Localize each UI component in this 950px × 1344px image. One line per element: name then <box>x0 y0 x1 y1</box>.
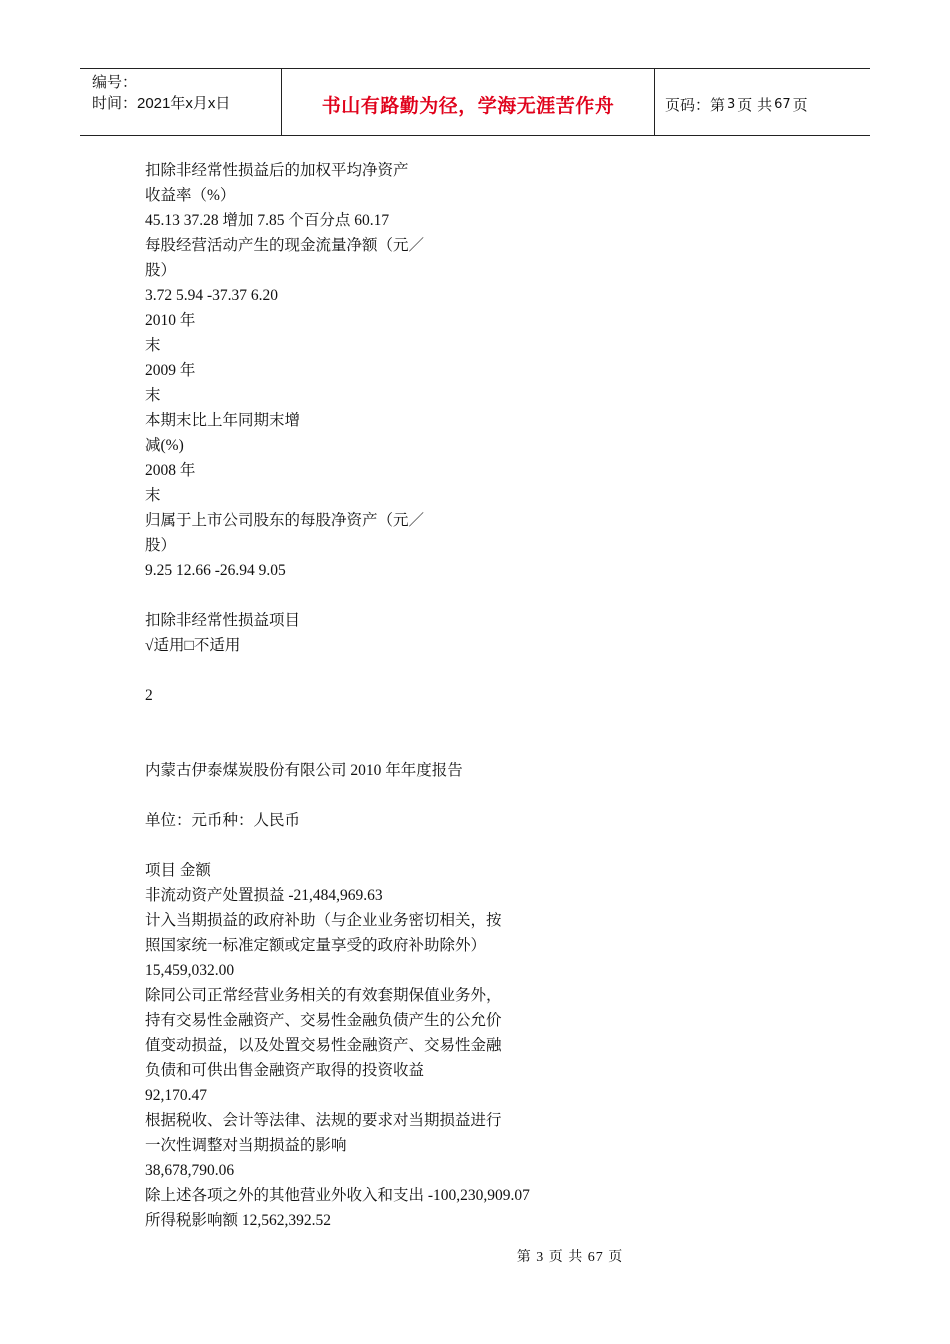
header-page-number <box>655 69 870 135</box>
page-total: 67 <box>774 96 791 112</box>
text-line: 归属于上市公司股东的每股净资产（元／ <box>145 512 425 529</box>
text-line: 本期末比上年同期末增 <box>145 412 301 429</box>
text-line: 照国家统一标准定额或定量享受的政府补助除外） <box>145 937 487 954</box>
text-line: 减(%) <box>145 437 184 454</box>
header-motto: 书山有路勤为径，学海无涯苦作舟 <box>282 69 655 135</box>
text-line: 15,459,032.00 <box>145 962 235 979</box>
page-suffix: 页 <box>792 95 808 114</box>
text-line: 2009 年 <box>145 362 196 379</box>
number-label: 编号： <box>92 74 138 91</box>
text-line: 值变动损益，以及处置交易性金融资产、交易性金融 <box>145 1037 502 1054</box>
blank-line <box>145 833 585 858</box>
blank-line <box>145 733 585 758</box>
text-line: 持有交易性金融资产、交易性金融负债产生的公允价 <box>145 1012 502 1029</box>
header-meta <box>80 69 282 135</box>
text-line: 除上述各项之外的其他营业外收入和支出 -100,230,909.07 <box>145 1187 530 1204</box>
text-line: 计入当期损益的政府补助（与企业业务密切相关，按 <box>145 912 502 929</box>
text-line: 末 <box>145 337 161 354</box>
text-line: √适用□不适用 <box>145 637 241 654</box>
text-line: 一次性调整对当期损益的影响 <box>145 1137 347 1154</box>
blank-line <box>145 783 585 808</box>
time-label: 时间：2021年x月x日 <box>92 95 231 112</box>
text-line: 每股经营活动产生的现金流量净额（元／ <box>145 237 425 254</box>
text-line: 股） <box>145 262 177 279</box>
text-line: 负债和可供出售金融资产取得的投资收益 <box>145 1062 425 1079</box>
text-line: 所得税影响额 12,562,392.52 <box>145 1212 332 1229</box>
text-line: 2 <box>145 687 153 704</box>
blank-line <box>145 658 585 683</box>
text-line: 扣除非经常性损益后的加权平均净资产 <box>145 162 409 179</box>
text-line: 9.25 12.66 -26.94 9.05 <box>145 562 286 579</box>
blank-line <box>145 708 585 733</box>
document-body <box>145 158 585 1233</box>
text-line: 除同公司正常经营业务相关的有效套期保值业务外， <box>145 987 502 1004</box>
text-line: 45.13 37.28 增加 7.85 个百分点 60.17 <box>145 212 390 229</box>
page-prefix: 页码：第 <box>665 95 726 114</box>
text-line: 末 <box>145 487 161 504</box>
blank-line <box>145 583 585 608</box>
page-current: 3 <box>727 96 736 112</box>
page-header <box>80 68 870 136</box>
page-mid: 页 共 <box>737 95 773 114</box>
text-line: 2010 年 <box>145 312 196 329</box>
text-line: 2008 年 <box>145 462 196 479</box>
text-line: 末 <box>145 387 161 404</box>
text-line: 3.72 5.94 -37.37 6.20 <box>145 287 279 304</box>
text-line: 扣除非经常性损益项目 <box>145 612 301 629</box>
text-line: 92,170.47 <box>145 1087 207 1104</box>
text-line: 根据税收、会计等法律、法规的要求对当期损益进行 <box>145 1112 502 1129</box>
text-line: 内蒙古伊泰煤炭股份有限公司 2010 年年度报告 <box>145 762 463 779</box>
page-footer: 第 3 页 共 67 页 <box>516 1250 624 1265</box>
text-line: 股） <box>145 537 177 554</box>
text-line: 38,678,790.06 <box>145 1162 235 1179</box>
text-line: 项目 金额 <box>145 862 211 879</box>
text-line: 单位：元币种：人民币 <box>145 812 301 829</box>
text-line: 收益率（%） <box>145 187 236 204</box>
text-line: 非流动资产处置损益 -21,484,969.63 <box>145 887 383 904</box>
